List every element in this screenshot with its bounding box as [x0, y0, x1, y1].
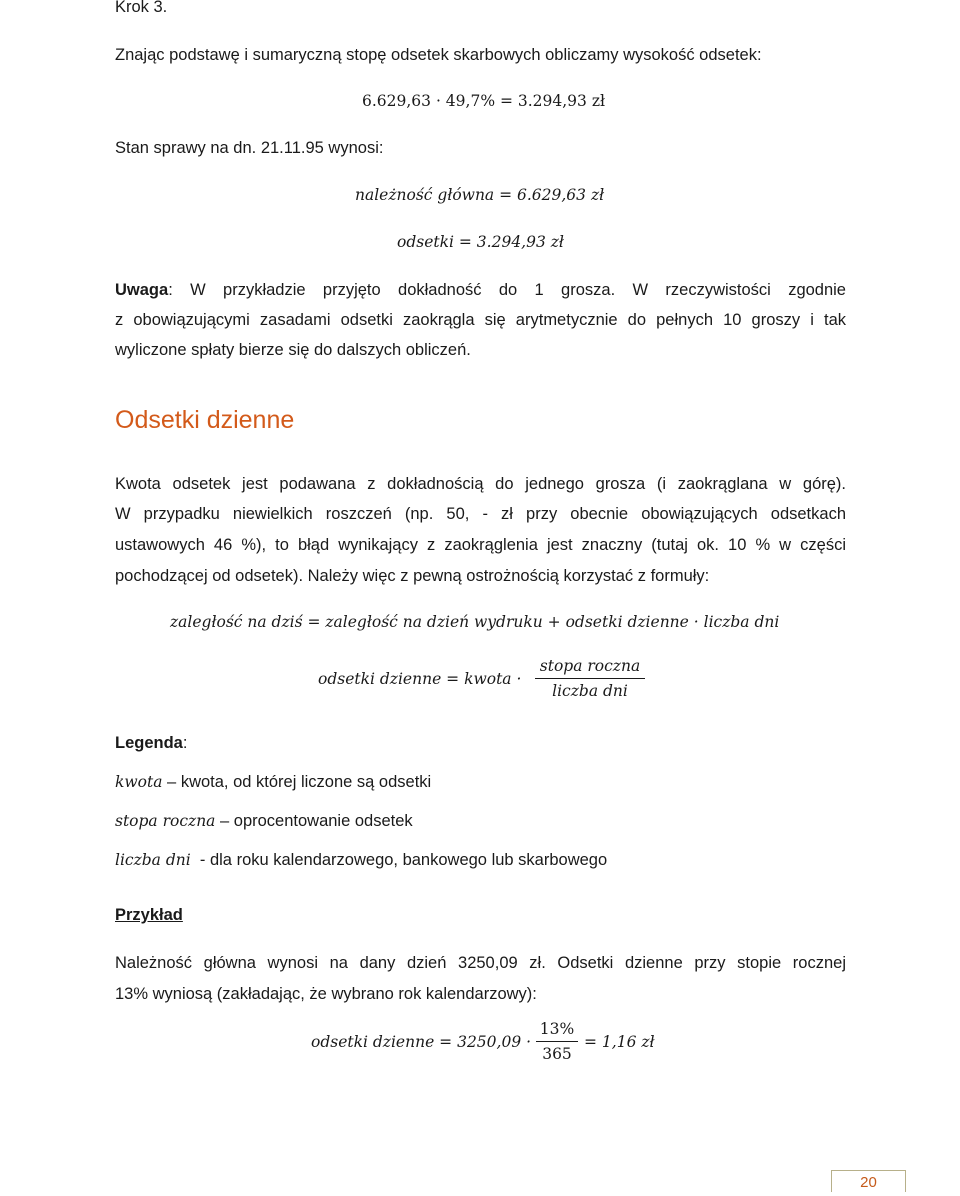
- fraction-numerator: 13%: [539, 1020, 575, 1038]
- note-line-2: z obowiązującymi zasadami odsetki zaokrągla się arytmetycznie do pełnych 10 groszy i tak: [115, 311, 846, 329]
- example-line-2: 13% wyniosą (zakładając, że wybrano rok kalendarzowy):: [115, 985, 537, 1003]
- section-line-4: pochodzącej od odsetek). Należy więc z pewną ostrożnością korzystać z formuły:: [115, 567, 710, 585]
- section-line-3: ustawowych 46 %), to błąd wynikający z zaokrąglenia jest znaczny (tutaj ok. 10 % w części: [115, 536, 846, 554]
- legend-term: liczba dni: [115, 851, 191, 869]
- legend-desc: – kwota, od której liczone są odsetki: [162, 773, 432, 791]
- step-label: Krok 3.: [115, 0, 168, 16]
- fraction-denominator: 365: [542, 1045, 572, 1064]
- page-number: 20: [831, 1170, 906, 1192]
- equation-interest-total: odsetki = 3.294,93 zł: [397, 233, 564, 251]
- formula-daily-interest-fraction: [535, 655, 645, 702]
- legend-term: kwota: [115, 773, 163, 791]
- section-line-2: W przypadku niewielkich roszczeń (np. 50, - zł przy obecnie obowiązujących odsetkach: [115, 505, 846, 523]
- equation-principal: należność główna = 6.629,63 zł: [355, 186, 605, 204]
- section-title: Odsetki dzienne: [115, 406, 295, 434]
- intro-text: Znając podstawę i sumaryczną stopę odsetek skarbowych obliczamy wysokość odsetek:: [115, 46, 762, 64]
- legend-desc: – oprocentowanie odsetek: [215, 812, 413, 830]
- example-formula-rhs: = 1,16 zł: [584, 1033, 655, 1051]
- example-formula-fraction: [536, 1018, 578, 1065]
- example-formula-lhs: odsetki dzienne = 3250,09 ·: [311, 1033, 532, 1051]
- section-line-1: Kwota odsetek jest podawana z dokładnością do jednego grosza (i zaokrąglana w górę).: [115, 475, 846, 493]
- legend-heading: Legenda:: [115, 734, 188, 752]
- legend-desc: - dla roku kalendarzowego, bankowego lub skarbowego: [190, 851, 608, 869]
- fraction-bar: [535, 678, 645, 679]
- note-line-1: Uwaga: W przykładzie przyjęto dokładność do 1 grosza. W rzeczywistości zgodnie: [115, 281, 846, 299]
- legend-item-kwota: [115, 767, 431, 797]
- formula-balance-today: zaległość na dziś = zaległość na dzień wydruku + odsetki dzienne · liczba dni: [170, 613, 780, 631]
- legend-item-stopa: [115, 806, 413, 836]
- note-label: Uwaga: [115, 281, 169, 299]
- legend-term: stopa roczna: [115, 812, 216, 830]
- fraction-numerator: stopa roczna: [539, 657, 641, 675]
- note-line-3: wyliczone spłaty bierze się do dalszych obliczeń.: [115, 341, 471, 359]
- example-line-1: Należność główna wynosi na dany dzień 3250,09 zł. Odsetki dzienne przy stopie rocznej: [115, 954, 846, 972]
- legend-item-liczba: [115, 845, 607, 875]
- example-heading: Przykład: [115, 906, 183, 924]
- equation-interest: 6.629,63 · 49,7% = 3.294,93 zł: [362, 92, 606, 110]
- formula-daily-interest-lhs: odsetki dzienne = kwota ·: [318, 670, 522, 688]
- fraction-denominator: liczba dni: [552, 682, 628, 701]
- fraction-bar: [536, 1041, 578, 1042]
- state-label: Stan sprawy na dn. 21.11.95 wynosi:: [115, 139, 384, 157]
